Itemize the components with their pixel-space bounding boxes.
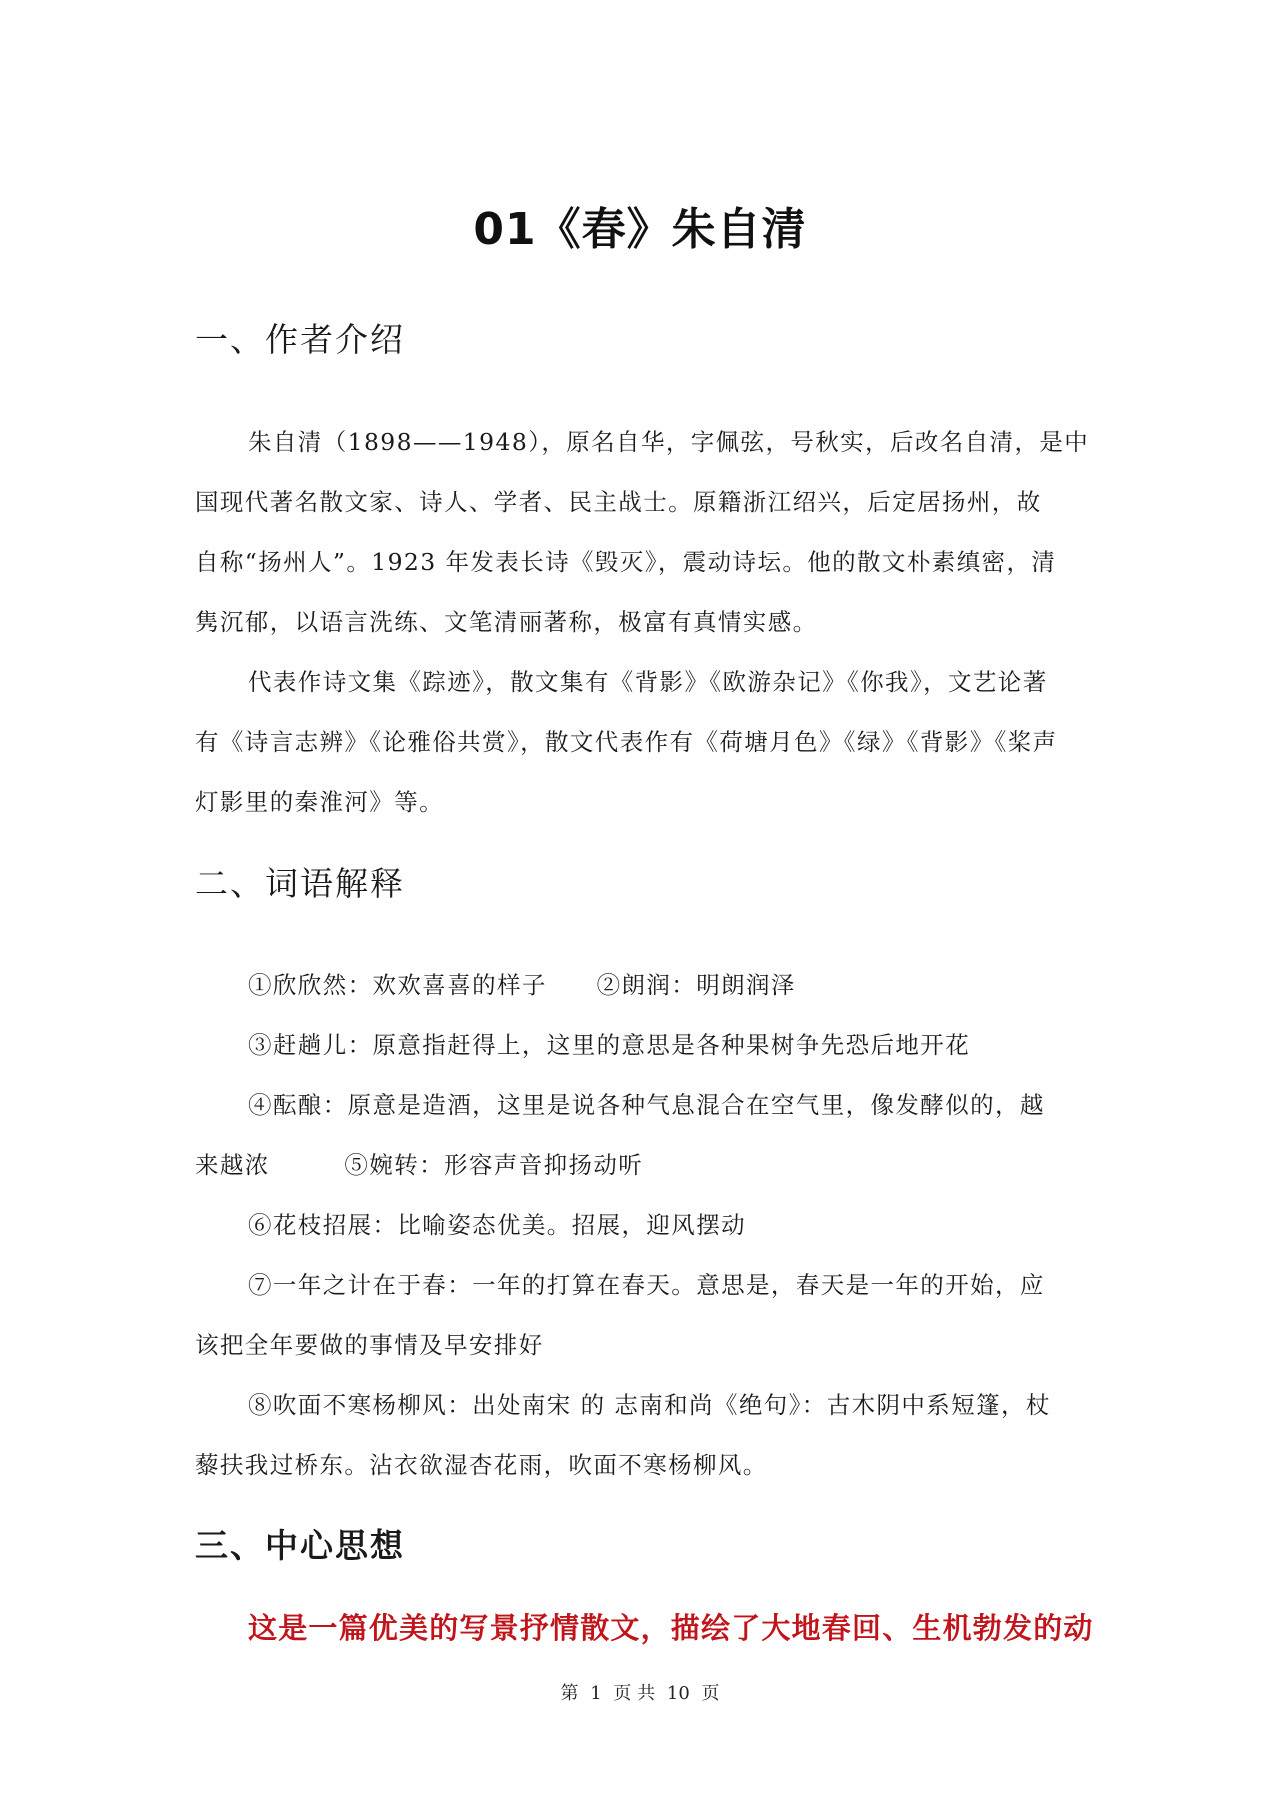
word-definition-line: ⑧吹面不寒杨柳风：出处南宋 的 志南和尚《绝句》：古木阴中系短篷，杖 — [248, 1391, 1051, 1419]
theme-emphasis-text: 这是一篇优美的写景抒情散文，描绘了大地春回、生机勃发的动 — [248, 1611, 1094, 1645]
word-definition-line: 来越浓 ⑤婉转：形容声音抑扬动听 — [195, 1151, 644, 1179]
word-definition-line: 该把全年要做的事情及早安排好 — [195, 1331, 544, 1359]
footer-prefix: 第 — [560, 1683, 579, 1704]
footer-page-number: 1 — [590, 1683, 602, 1704]
section-heading-words: 二、词语解释 — [195, 864, 405, 903]
author-paragraph-line: 国现代著名散文家、诗人、学者、民主战士。原籍浙江绍兴，后定居扬州，故 — [195, 488, 1042, 516]
works-paragraph-line: 代表作诗文集《踪迹》，散文集有《背影》《欧游杂记》《你我》，文艺论著 — [248, 668, 1048, 696]
word-definition-line: ⑦一年之计在于春：一年的打算在春天。意思是，春天是一年的开始，应 — [248, 1271, 1045, 1299]
page-title: 01《春》朱自清 — [473, 204, 807, 255]
word-definition-line: 藜扶我过桥东。沾衣欲湿杏花雨，吹面不寒杨柳风。 — [195, 1451, 768, 1479]
section-heading-theme: 三、中心思想 — [195, 1526, 405, 1565]
footer-mid: 页 共 — [613, 1683, 656, 1704]
word-definition-line: ③赶趟儿：原意指赶得上，这里的意思是各种果树争先恐后地开花 — [248, 1031, 971, 1059]
footer-suffix: 页 — [701, 1683, 720, 1704]
word-definition-line: ⑥花枝招展：比喻姿态优美。招展，迎风摆动 — [248, 1211, 746, 1239]
footer-total-pages: 10 — [666, 1683, 690, 1704]
page-footer — [0, 1682, 1280, 1706]
works-paragraph-line: 灯影里的秦淮河》等。 — [195, 788, 444, 816]
author-paragraph-line: 自称“扬州人”。1923 年发表长诗《毁灭》，震动诗坛。他的散文朴素缜密，清 — [195, 548, 1057, 576]
word-definition-line: ①欣欣然：欢欢喜喜的样子 ②朗润：明朗润泽 — [248, 971, 796, 999]
author-paragraph-line: 朱自清（1898——1948），原名自华，字佩弦，号秋实，后改名自清，是中 — [248, 428, 1090, 456]
section-heading-author: 一、作者介绍 — [195, 320, 405, 359]
word-definition-line: ④酝酿：原意是造酒，这里是说各种气息混合在空气里，像发酵似的，越 — [248, 1091, 1045, 1119]
author-paragraph-line: 隽沉郁，以语言洗练、文笔清丽著称，极富有真情实感。 — [195, 608, 818, 636]
works-paragraph-line: 有《诗言志辨》《论雅俗共赏》，散文代表作有《荷塘月色》《绿》《背影》《桨声 — [195, 728, 1058, 756]
